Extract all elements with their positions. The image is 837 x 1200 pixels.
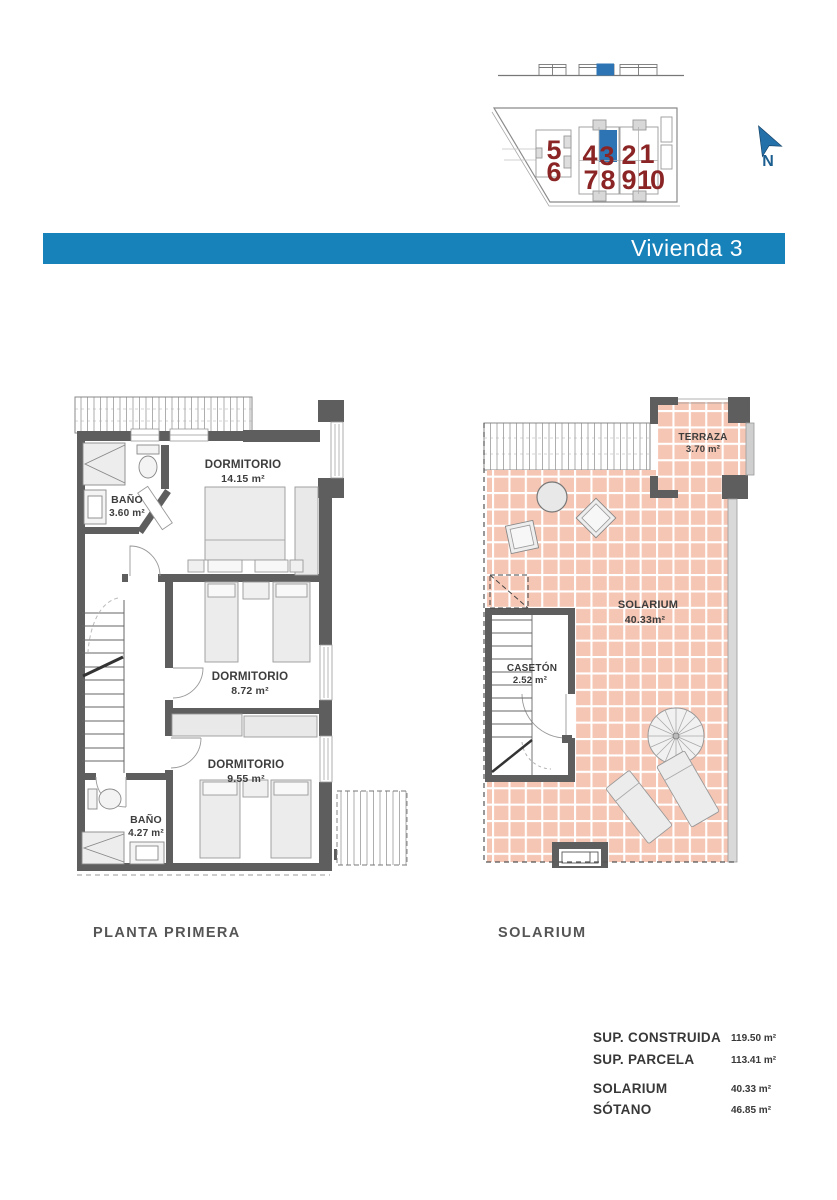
patio-hatch [337,791,407,865]
bedroom2-area: 8.72 m² [231,685,269,697]
summary-value: 40.33 m² [731,1084,772,1095]
bedroom1-name: DORMITORIO [204,459,282,471]
unit-number-1: 1 [639,139,655,169]
door-gap-bedroom3 [165,736,173,770]
summary-row-sotano [593,1102,823,1118]
summary-row-parcela [593,1052,823,1068]
staircase [82,598,124,773]
round-table [537,482,567,512]
bath1-area: 3.60 m² [109,508,145,519]
bedroom1-area: 14.15 m² [221,473,265,485]
north-arrow-icon [740,110,800,180]
summary-label: SOLARIUM [593,1081,668,1096]
terraza-area: 3.70 m² [685,444,721,455]
summary-row-solarium [593,1081,823,1097]
caseton-name: CASETÓN [506,663,558,674]
caseton-area: 2.52 m² [512,675,548,686]
closets [172,714,317,737]
unit-number-7: 7 [583,165,599,195]
door-swings [96,486,203,807]
bedroom2-furniture [205,582,310,662]
summary-value: 46.85 m² [731,1105,772,1116]
unit-number-4: 4 [582,140,598,170]
elevation-highlighted-unit [597,64,615,76]
solarium-area: 40.33m² [624,614,666,626]
caseton [485,608,575,782]
bedroom3-area: 9.55 m² [227,773,265,785]
bedroom2-name: DORMITORIO [211,671,289,683]
unit-number-2: 2 [621,140,637,170]
terraza-name: TERRAZA [678,432,728,443]
skylight-vent [552,842,608,868]
site-plan [486,88,690,222]
solarium-plan [460,385,820,895]
bath2-name: BAÑO [130,814,162,826]
summary-value: 119.50 m² [731,1033,777,1044]
summary-row-construida [593,1030,823,1046]
bath1-name: BAÑO [111,494,143,506]
bedroom3-name: DORMITORIO [207,759,285,771]
solarium-caption: SOLARIUM [498,925,587,941]
unit-number-8: 8 [600,165,616,195]
unit-number-5: 5 [546,135,562,165]
first-floor-caption: PLANTA PRIMERA [93,925,241,941]
site-elevation-strip [493,52,689,84]
bath2-area: 4.27 m² [128,828,164,839]
solarium-parapet [728,499,737,862]
first-floor-plan [55,375,435,885]
summary-value: 113.41 m² [731,1055,777,1066]
door-gap-bedroom1 [128,573,158,583]
summary-label: SÓTANO [593,1102,652,1117]
terraza-parapet [746,423,754,475]
solarium-name: SOLARIUM [617,599,679,611]
north-label: N [762,153,774,170]
summary-label: SUP. CONSTRUIDA [593,1030,722,1045]
unit-number-10: 10 [636,165,664,195]
banner-title: Vivienda 3 [631,235,743,261]
door-gap-bedroom2 [165,668,173,700]
summary-label: SUP. PARCELA [593,1052,695,1067]
unit-number-9: 9 [621,165,637,195]
chair-2 [505,520,538,553]
bedroom3-furniture [200,780,311,858]
bathroom2-fixtures [82,789,164,864]
title-banner [43,233,785,264]
unit-number-6: 6 [546,157,562,187]
unit-number-3: 3 [599,141,615,171]
roof-hatch-solarium [484,423,650,470]
door-gap-bath2 [96,772,126,781]
bedroom1-furniture [188,487,318,575]
roof-hatch-top [75,397,252,433]
